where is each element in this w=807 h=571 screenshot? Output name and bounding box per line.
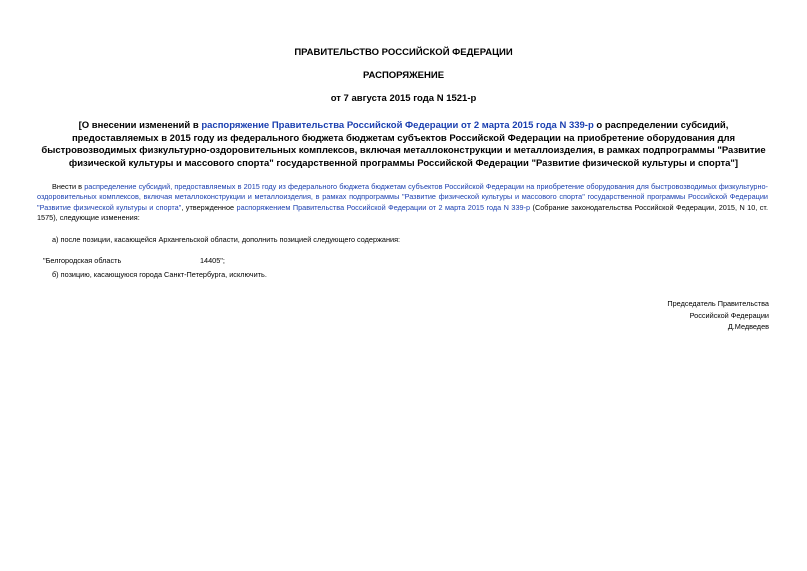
row-region: "Белгородская область bbox=[43, 256, 122, 265]
body-link-distribution[interactable]: распределение субсидий, предоставляемых в 2015 году из федерального бюджета бюджетам субъектов Российской Федерации на приобретение оборудования для быстровозводимых физкультурно-оздоровительных комплексов, включая металлоконструкции и металлоизделия, в рамках подпрограммы "Развитие физической культуры и массового спорта" государственной программы Российской Федерации "Развитие физической культуры и спорта" bbox=[37, 182, 768, 212]
signature-name: Д.Медведев bbox=[727, 322, 769, 331]
item-b: б) позицию, касающуюся города Санкт-Петербурга, исключить. bbox=[52, 270, 267, 279]
government-title: ПРАВИТЕЛЬСТВО РОССИЙСКОЙ ФЕДЕРАЦИИ bbox=[294, 47, 513, 58]
heading-text-end: о распределении субсидий, предоставляемых в 2015 году из федерального бюджета бюджетам субъектов Российской Федерации на приобретение оборудования для быстровозводимых физкультурно-оздоровительных комплексов, включая металлоконструкции и металлоизделия, в рамках подпрограммы "Развитие физической культуры и массового спорта" государственной программы Российской Федерации "Развитие физической культуры и спорта"] bbox=[41, 120, 766, 169]
document-type: РАСПОРЯЖЕНИЕ bbox=[362, 70, 445, 81]
row-value: 14405"; bbox=[200, 256, 225, 265]
document-date-number: от 7 августа 2015 года N 1521-р bbox=[330, 93, 477, 104]
signature-country: Российской Федерации bbox=[689, 310, 769, 320]
table-row bbox=[43, 256, 343, 266]
signature-block bbox=[667, 298, 769, 333]
body-link-order-339[interactable]: распоряжением Правительства Российской Федерации от 2 марта 2015 года N 339-р bbox=[236, 202, 531, 212]
signature-position: Председатель Правительства bbox=[667, 299, 769, 308]
body-paragraph bbox=[37, 182, 768, 224]
paragraph-text-end: (Собрание законодательства Российской Федерации, 2015, N 10, ст. 1575), следующие изменения: bbox=[37, 202, 768, 223]
paragraph-text-start: Внести в bbox=[52, 182, 85, 191]
paragraph-text-mid: , утвержденное bbox=[181, 202, 237, 212]
heading-link-order-339[interactable]: распоряжение Правительства Российской Федерации от 2 марта 2015 года N 339-р bbox=[201, 120, 594, 131]
item-a: а) после позиции, касающейся Архангельской области, дополнить позицией следующего содержания: bbox=[52, 235, 401, 244]
heading-text-start: [О внесении изменений в bbox=[78, 120, 202, 131]
document-heading bbox=[36, 120, 771, 170]
